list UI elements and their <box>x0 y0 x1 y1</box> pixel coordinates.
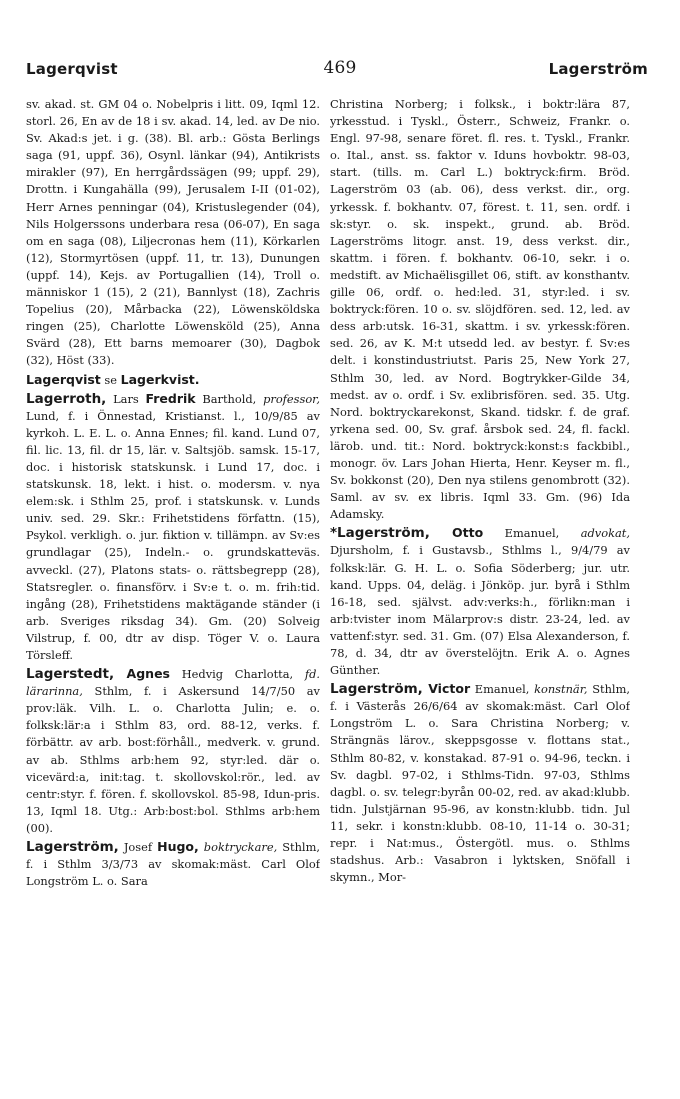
entry-headword: Lagerström, <box>26 839 119 856</box>
entry-occupation: konstnär, <box>534 682 588 697</box>
entry-text: Sthlm, f. i Sthlm 3/3/73 av skomak:mäst. Carl Olof Longström L. o. Sara <box>26 840 320 889</box>
entry-call-name: Otto <box>429 525 484 541</box>
entry-headword: Lagerström, <box>330 681 423 698</box>
entry-lagerstrom-victor <box>330 680 630 886</box>
entry-given-names: Barthold, <box>195 391 264 406</box>
right-column <box>330 96 630 1086</box>
entry-headword: *Lagerström, <box>330 525 430 542</box>
page-number: 469 <box>323 58 357 78</box>
entry-lagerstedt <box>26 665 320 837</box>
entry-given-names: Emanuel, <box>470 682 535 697</box>
entry-continuation: sv. akad. st. GM 04 o. Nobelpris i litt. 09, Iqml 12. storl. 26, En av de 18 i sv. akad. 14, led. av De nio. Sv. Akad:s jet. i g. (38). Bl. arb.: Gösta Berlings saga (91, uppf. 36), Osynl. länkar (94), Antikrists mirakler (97), En herrgårdssägen (99; uppf. 29), Drottn. i Kungahälla (99), Jerusalem I-II (01-02), Herr Arnes penningar (04), Kristuslegender (04), Nils Holgerssons underbara resa (06-07), En saga om en saga (08), Liljecronas hem (11), Körkarlen (12), Stormyrtösen (uppf. 11, tr. 13), Dunungen (uppf. 14), Kejs. av Portugallien (14), Troll o. människor 1 (15), 2 (21), Bannlyst (18), Zachris Topelius (20), Mårbacka (22), Löwensköldska ringen (25), Charlotte Löwensköld (25), Anna Svärd (28), Ett barns memoarer (30), Dagbok (32), Höst (33). <box>26 97 320 368</box>
left-column <box>26 96 320 1086</box>
entry-lagerroth <box>26 390 320 665</box>
entry-headword: Lagerqvist <box>26 371 101 387</box>
entry-given-names: Hedvig Charlotta, <box>170 667 305 682</box>
entry-lagerstrom-otto <box>330 524 630 679</box>
entry-reference: Lagerkvist. <box>120 371 200 387</box>
entry-given-names: Emanuel, <box>483 526 581 541</box>
entry-occupation: boktryckare, <box>198 840 278 855</box>
entry-cross-reference <box>26 371 320 389</box>
entry-given-names: Lars <box>106 391 146 406</box>
entry-text: Djursholm, f. i Gustavsb., Sthlms l., 9/4/79 av folksk:lär. G. H. L. o. Sofia Söderberg; jur. utr. kand. Upps. 04, deläg. i Jönköp. jur. byrå i Sthlm 16-18, sed. självst. adv:verks:h., förlikn:man i arb:tvister inom Mälarprov:s distr. 23-24, led. av vattenf:styr. sed. 31. Gm. (07) Elsa Alexanderson, f. 78, d. 34, dtr av överstelöjtn. Erik A. o. Agnes Günther. <box>330 543 630 678</box>
entry-headword: Lagerroth, <box>26 390 107 407</box>
running-head-left: Lagerqvist <box>26 60 118 78</box>
entry-text: Sthlm, f. i Askersund 14/7/50 av prov:läk. Vilh. L. o. Charlotta Julin; e. o. folksk:lär:a i Sthlm 83, ord. 88-12, verks. f. förbättr. av arb. bost:förhåll., medverk. v. grund. av ab. Sthlms arb:hem 92, styr:led. där o. vicevärd:a, init:tag. t. skollovskol:rör., led. av centr:styr. f. fören. f. skollovskol. 85-98, Idun-pris. 13, Iqml 18. Utg.: Arb:bost:bol. Sthlms arb:hem (00). <box>26 684 320 835</box>
entry-text: se <box>100 372 121 387</box>
entry-text: Lund, f. i Önnestad, Kristianst. l., 10/9/85 av kyrkoh. L. E. L. o. Anna Ennes; fil. kand. Lund 07, fil. lic. 13, fil. dr 15, lär. v. Saltsjöb. samsk. 15-17, doc. i historisk statskunsk. i Lund 17, doc. i statskunsk. 18, lekt. i hist. o. modersm. v. nya elem:sk. i Sthlm 25, prof. i statskunsk. v. Lunds univ. sed. 29. Skr.: Frihetstidens författn. (15), Psykol. verkligh. o. jur. fiktion v. tillämpn. av Sv:es grundlagar (25), Indeln.- o. grundskatteväs. avveckl. (27), Platons stats- o. rättsbegrepp (28), Statsregler. o. finansförv. i Sv:e t. o. m. frih:tid. ingång (28), Frihetstidens maktägande ständer (i arb. Sveriges riksdag 34). Gm. (20) Solveig Vilstrup, f. 00, dtr av disp. Töger V. o. Laura Törsleff. <box>26 408 320 662</box>
entry-occupation: advokat, <box>580 526 630 541</box>
entry-call-name: Fredrik <box>145 390 196 406</box>
running-head-right: Lagerström <box>548 60 648 78</box>
entry-occupation: fd. lärarinna, <box>26 667 320 699</box>
entry-call-name: Victor <box>422 681 471 697</box>
entry-given-names: Josef <box>118 840 158 855</box>
entry-lagerstrom-hugo <box>26 838 320 890</box>
entry-text: Sthlm, f. i Västerås 26/6/64 av skomak:mäst. Carl Olof Longström L. o. Sara Christina Norberg; v. Strängnäs lärov., skeppsgosse v. flottans stat., Sthlm 80-82, v. konstakad. 87-91 o. 94-96, teckn. i Sv. dagbl. 97-02, i Sthlms-Tidn. 97-03, Sthlms dagbl. o. sv. telegr:byrån 00-02, red. av akad:klubb. tidn. Julstjärnan 95-96, av konstn:klubb. tidn. Jul 11, sekr. i konstn:klubb. 08-10, 11-14 o. 30-31; repr. i Nat:mus., Östergötl. mus. o. Sthlms stadshus. Arb.: Vasabron i lyktsken, Snöfall i skymn., Mor- <box>330 682 630 885</box>
entry-headword: Lagerstedt, <box>26 666 115 683</box>
entry-call-name: Agnes <box>114 666 170 682</box>
entry-continuation: Christina Norberg; i folksk., i boktr:lära 87, yrkesstud. i Tyskl., Österr., Schweiz, Frankr. o. Engl. 97-98, senare föret. fl. res. t. Tyskl., Frankr. o. Ital., anst. ss. faktor v. Iduns hovboktr. 98-03, start. (tills. m. Carl L.) boktryck:firm. Bröd. Lagerström 03 (ab. 06), dess verkst. dir., org. yrkessk. f. bokhantv. 07, förest. t. 11, sen. ordf. i sk:styr. o. sk. inspekt., grund. ab. Bröd. Lagerströms litogr. anst. 19, dess verkst. dir., skattm. i fören. f. bokhantv. 06-10, sekr. i o. medstift. av Michaëlisgillet 06, stift. av konsthantv. gille 06, ordf. o. hed:led. 31, styr:led. i sv. boktryck:fören. 10 o. sv. slöjdfören. sed. 12, led. av dess arb:utsk. 16-31, skattm. i sv. yrkessk:fören. sed. 26, av K. M:t utsedd led. av bestyr. f. Sv:es delt. i konstindustriutst. Paris 25, New York 27, Sthlm 30, led. av Nord. Bogtrykker-Gilde 34, medst. av o. ordf. i Sv. exlibrisfören. sed. 35. Utg. Nord. boktryckarekonst, Skand. tidskr. f. de graf. yrkena sed. 00, Sv. graf. årsbok sed. 24, fl. fackl. lärob. und. tit.: Nord. boktryck:konst:s fackbibl., monogr. öv. Lars Johan Hierta, Henr. Keyser m. fl., Sv. bokkonst (20), Den nya stilens genombrott (32). Saml. av sv. ex libris. Iqml 33. Gm. (96) Ida Adamsky. <box>330 97 630 522</box>
entry-call-name: Hugo, <box>157 839 199 855</box>
entry-occupation: professor, <box>263 391 320 406</box>
